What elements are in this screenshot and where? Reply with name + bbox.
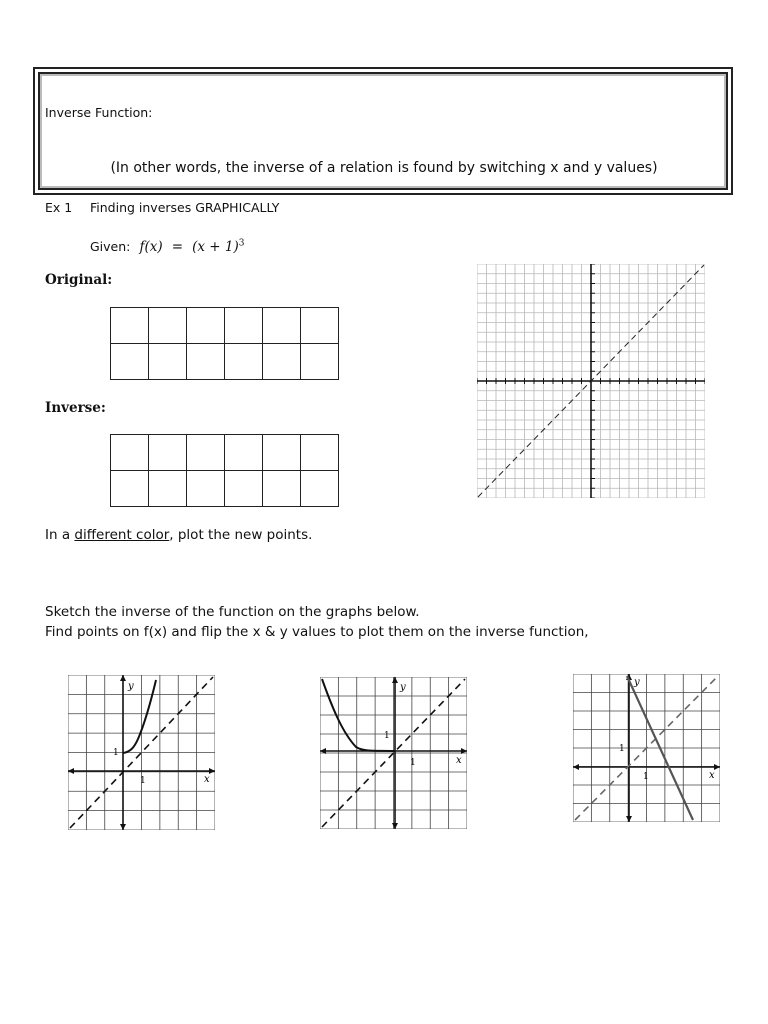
original-cell[interactable] [111,344,149,380]
graph-3-y-arrow-down [626,816,632,822]
inverse-table-row-y [111,471,339,507]
inverse-cell[interactable] [187,435,225,471]
example-title: Finding inverses GRAPHICALLY [90,200,280,215]
graph-3-x-arrow-left [573,764,579,770]
inverse-cell[interactable] [149,471,187,507]
graph-2-y-tick: 1 [384,731,390,741]
definition-title: Inverse Function: [45,105,153,120]
original-cell[interactable] [263,308,301,344]
graph-3-x-arrow-right [714,764,720,770]
graph-1-x-tick: 1 [140,776,146,786]
graph-2-y-arrow-down [392,823,398,829]
graph-1-x-label: x [204,774,210,785]
graph-3-y-label: y [634,677,640,688]
plot-instruction-prefix: In a [45,527,75,543]
graph-1-y-label: y [128,681,134,692]
graph-2-y-label: y [400,682,406,693]
original-cell[interactable] [149,344,187,380]
original-cell[interactable] [187,308,225,344]
original-cell[interactable] [149,308,187,344]
original-cell[interactable] [301,308,339,344]
inverse-cell[interactable] [111,435,149,471]
plot-instruction-suffix: , plot the new points. [169,527,313,543]
inverse-label: Inverse: [45,400,106,416]
given-lhs: f(x) [139,239,163,255]
inverse-cell[interactable] [187,471,225,507]
graph-2-x-tick: 1 [410,758,416,768]
original-cell[interactable] [225,308,263,344]
original-cell[interactable] [111,308,149,344]
inverse-cell[interactable] [111,471,149,507]
inverse-cell[interactable] [225,435,263,471]
graph-1-x-arrow-left [68,768,74,774]
graph-1-y-arrow-up [120,675,126,681]
original-label: Original: [45,272,113,288]
original-table[interactable] [110,307,339,380]
sketch-instruction-2: Find points on f(x) and flip the x & y values to plot them on the inverse function, [45,624,589,640]
sketch-instruction-1: Sketch the inverse of the function on the graphs below. [45,604,420,620]
graph-3-x-tick: 1 [643,772,649,782]
original-cell[interactable] [225,344,263,380]
graph-3[interactable] [573,674,720,822]
given-equals: = [171,239,184,255]
graph-1[interactable] [68,675,215,830]
given-label: Given: [90,239,131,254]
original-table-row-y [111,344,339,380]
graph-3-x-label: x [709,770,715,781]
inverse-cell[interactable] [263,471,301,507]
inverse-cell[interactable] [263,435,301,471]
graph-2[interactable] [320,677,467,829]
graph-2-y-arrow-up [392,677,398,683]
given-rhs [192,239,244,255]
given-rhs-base: (x + 1) [192,239,239,255]
inverse-cell[interactable] [225,471,263,507]
original-table-row-x [111,308,339,344]
example-number: Ex 1 [45,200,73,215]
graph-1-y-tick: 1 [113,748,119,758]
graph-2-x-label: x [456,755,462,766]
plot-instruction-emphasis: different color [74,527,170,543]
graph-1-x-arrow-right [209,768,215,774]
given-function [90,236,245,255]
inverse-cell[interactable] [301,471,339,507]
inverse-cell[interactable] [301,435,339,471]
original-cell[interactable] [301,344,339,380]
given-exponent: 3 [238,238,245,249]
definition-note: (In other words, the inverse of a relation is found by switching x and y values) [110,160,658,176]
inverse-cell[interactable] [149,435,187,471]
plot-instruction [45,527,312,543]
graph-1-y-arrow-down [120,824,126,830]
graph-3-y-tick: 1 [619,744,625,754]
original-cell[interactable] [263,344,301,380]
coordinate-grid[interactable] [477,264,705,498]
inverse-table-row-x [111,435,339,471]
inverse-table[interactable] [110,434,339,507]
original-cell[interactable] [187,344,225,380]
